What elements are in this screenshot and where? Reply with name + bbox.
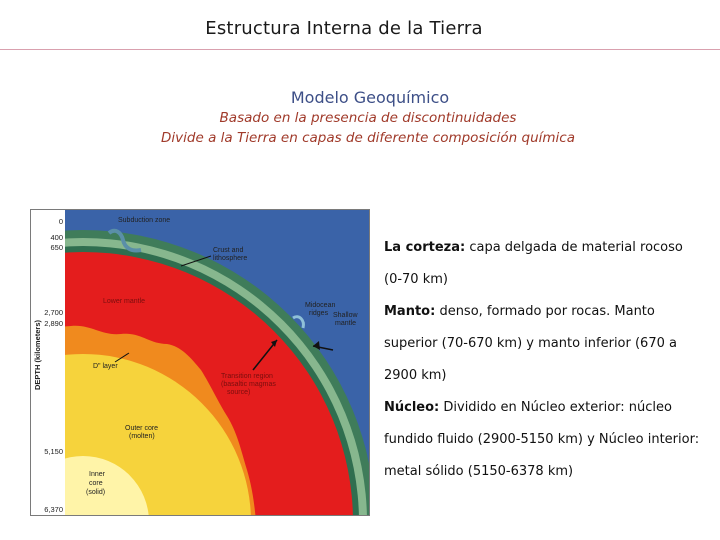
note-core-text: Dividido en Núcleo exterior: núcleo fundido fluido (2900-5150 km) y Núcleo interior: metal sólido (5150-6378 km)	[384, 400, 700, 479]
depth-tick-400: 400	[50, 233, 63, 242]
note-crust-text: capa delgada de material rocoso (0-70 km)	[384, 240, 683, 287]
note-mantle-text: denso, formado por rocas. Manto superior (70-670 km) y manto inferior (670 a 2900 km)	[384, 304, 677, 383]
label-d-layer: D" layer	[93, 363, 118, 370]
note-core-term: Núcleo:	[384, 400, 440, 415]
note-mantle	[384, 296, 704, 392]
section-subtitle: Modelo Geoquímico	[290, 88, 450, 107]
title-divider	[0, 49, 720, 50]
label-subduction-zone: Subduction zone	[118, 217, 171, 224]
label-outer-core-line2: (molten)	[129, 433, 155, 440]
depth-tick-650: 650	[50, 243, 63, 252]
note-crust-term: La corteza:	[384, 240, 466, 255]
note-core	[384, 392, 704, 488]
earth-structure-figure	[30, 209, 370, 516]
note-crust	[384, 232, 704, 296]
depth-tick-2700: 2,700	[44, 308, 63, 317]
slide-title	[0, 18, 720, 39]
depth-axis-label: DEPTH (kilometers)	[33, 319, 42, 390]
label-midocean-line2: ridges	[309, 310, 329, 317]
description-line-1: Basado en la presencia de discontinuidades	[219, 110, 517, 126]
depth-tick-2890: 2,890	[44, 319, 63, 328]
label-inner-core-line2: core	[89, 480, 103, 487]
description-line-2: Divide a la Tierra en capas de diferente composición química	[161, 130, 575, 146]
note-mantle-term: Manto:	[384, 304, 436, 319]
depth-tick-5150: 5,150	[44, 447, 63, 456]
label-inner-core-line1: Inner	[89, 471, 105, 478]
slide-title-text: Estructura Interna de la Tierra	[205, 18, 483, 39]
earth-cross-section-diagram	[31, 210, 369, 515]
label-transition-line2: (basaltic magmas	[221, 381, 276, 388]
label-crust-line1: Crust and	[213, 247, 244, 254]
label-outer-core-line1: Outer core	[125, 425, 159, 432]
depth-tick-6370: 6,370	[44, 505, 63, 514]
label-transition-line1: Transition region	[221, 373, 273, 380]
label-crust-line2: lithosphere	[213, 255, 248, 262]
depth-tick-0: 0	[58, 217, 63, 226]
label-lower-mantle: Lower mantle	[103, 298, 146, 305]
label-midocean-line1: Midocean	[305, 302, 336, 309]
layer-descriptions	[384, 232, 704, 488]
label-inner-core-line3: (solid)	[86, 489, 106, 496]
label-transition-line3: source)	[227, 389, 251, 396]
label-shallow-line1: Shallow	[333, 312, 358, 319]
label-shallow-line2: mantle	[335, 320, 357, 327]
